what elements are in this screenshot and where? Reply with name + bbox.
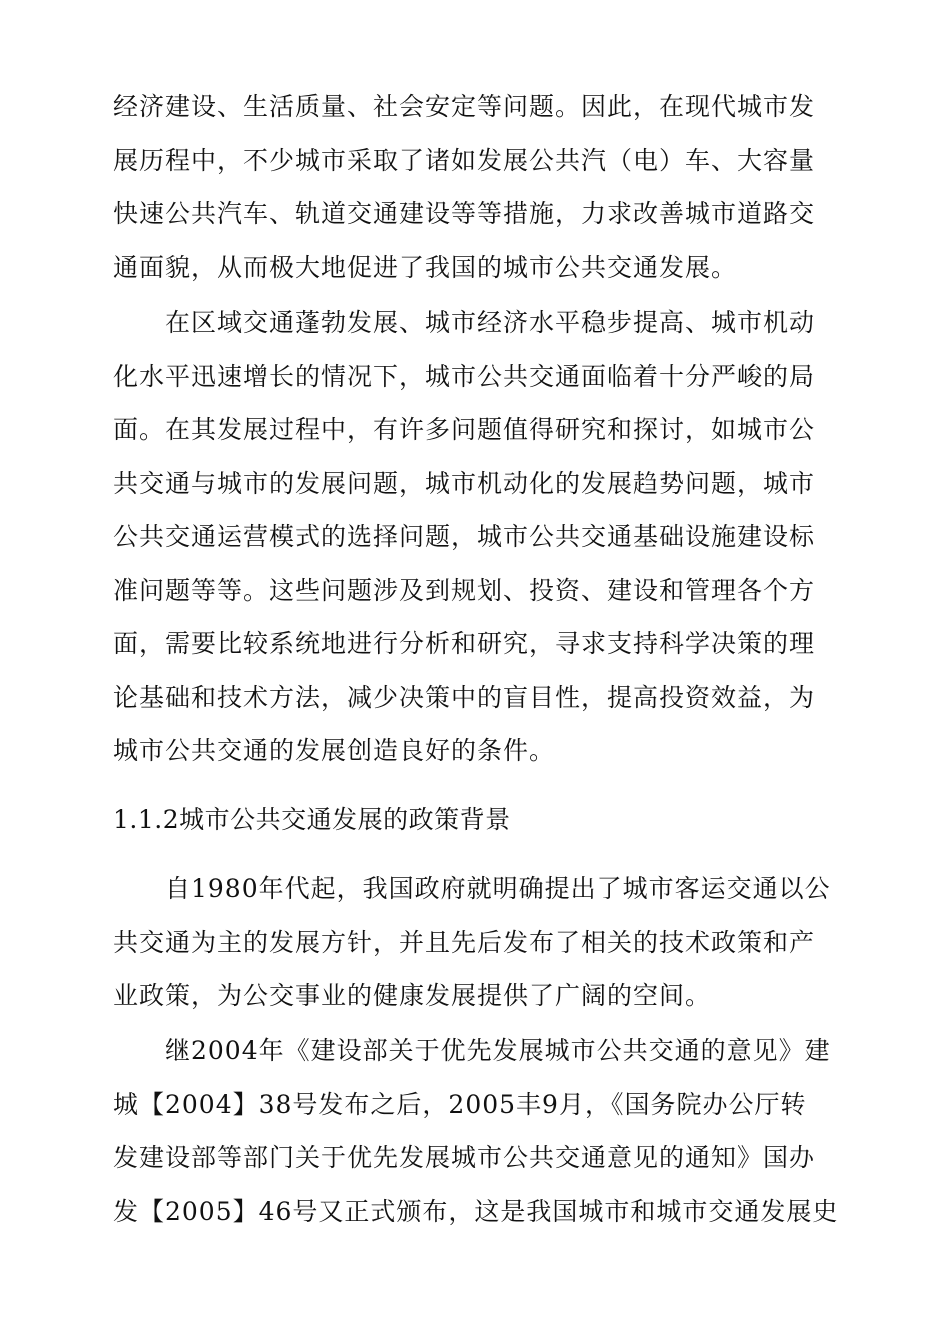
paragraph-line: 展历程中，不少城市采取了诸如发展公共汽（电）车、大容量 <box>113 145 816 175</box>
paragraph-line: 自1980年代起，我国政府就明确提出了城市客运交通以公 <box>165 874 831 903</box>
paragraph-3 <box>113 862 853 1023</box>
paragraph-line: 面，需要比较系统地进行分析和研究，寻求支持科学决策的理 <box>113 629 816 658</box>
paragraph-line: 发建设部等部门关于优先发展城市公共交通意见的通知》国办 <box>113 1143 816 1172</box>
paragraph-2 <box>113 296 853 778</box>
paragraph-line: 城市公共交通的发展创造良好的条件。 <box>113 736 556 765</box>
paragraph-line: 准问题等等。这些问题涉及到规划、投资、建设和管理各个方 <box>113 575 816 605</box>
paragraph-line: 通面貌，从而极大地促进了我国的城市公共交通发展。 <box>113 252 738 282</box>
paragraph-line: 论基础和技术方法，减少决策中的盲目性，提高投资效益，为 <box>113 682 816 712</box>
paragraph-line: 化水平迅速增长的情况下，城市公共交通面临着十分严峻的局 <box>113 361 816 391</box>
paragraph-line: 面。在其发展过程中，有许多问题值得研究和探讨，如城市公 <box>113 415 816 444</box>
paragraph-4 <box>113 1024 853 1238</box>
paragraph-line: 在区域交通蓬勃发展、城市经济水平稳步提高、城市机动 <box>165 308 816 337</box>
section-heading: 1.1.2城市公共交通发展的政策背景 <box>113 805 511 834</box>
paragraph-1 <box>113 80 853 294</box>
paragraph-line: 继2004年《建设部关于优先发展城市公共交通的意见》建 <box>165 1036 831 1065</box>
paragraph-line: 经济建设、生活质量、社会安定等问题。因此，在现代城市发 <box>113 92 816 121</box>
paragraph-line: 城【2004】38号发布之后，2005丰9月，《国务院办公厅转 <box>113 1089 807 1119</box>
paragraph-line: 共交通与城市的发展问题，城市机动化的发展趋势问题，城市 <box>113 468 816 498</box>
paragraph-line: 共交通为主的发展方针，并且先后发布了相关的技术政策和产 <box>113 927 816 957</box>
paragraph-line: 公共交通运营模式的选择问题，城市公共交通基础设施建设标 <box>113 522 816 551</box>
paragraph-line: 快速公共汽车、轨道交通建设等等措施，力求改善城市道路交 <box>113 199 816 228</box>
paragraph-line: 业政策，为公交事业的健康发展提供了广阔的空间。 <box>113 981 712 1010</box>
paragraph-line: 发【2005】46号又正式颁布，这是我国城市和城市交通发展史 <box>113 1196 839 1226</box>
